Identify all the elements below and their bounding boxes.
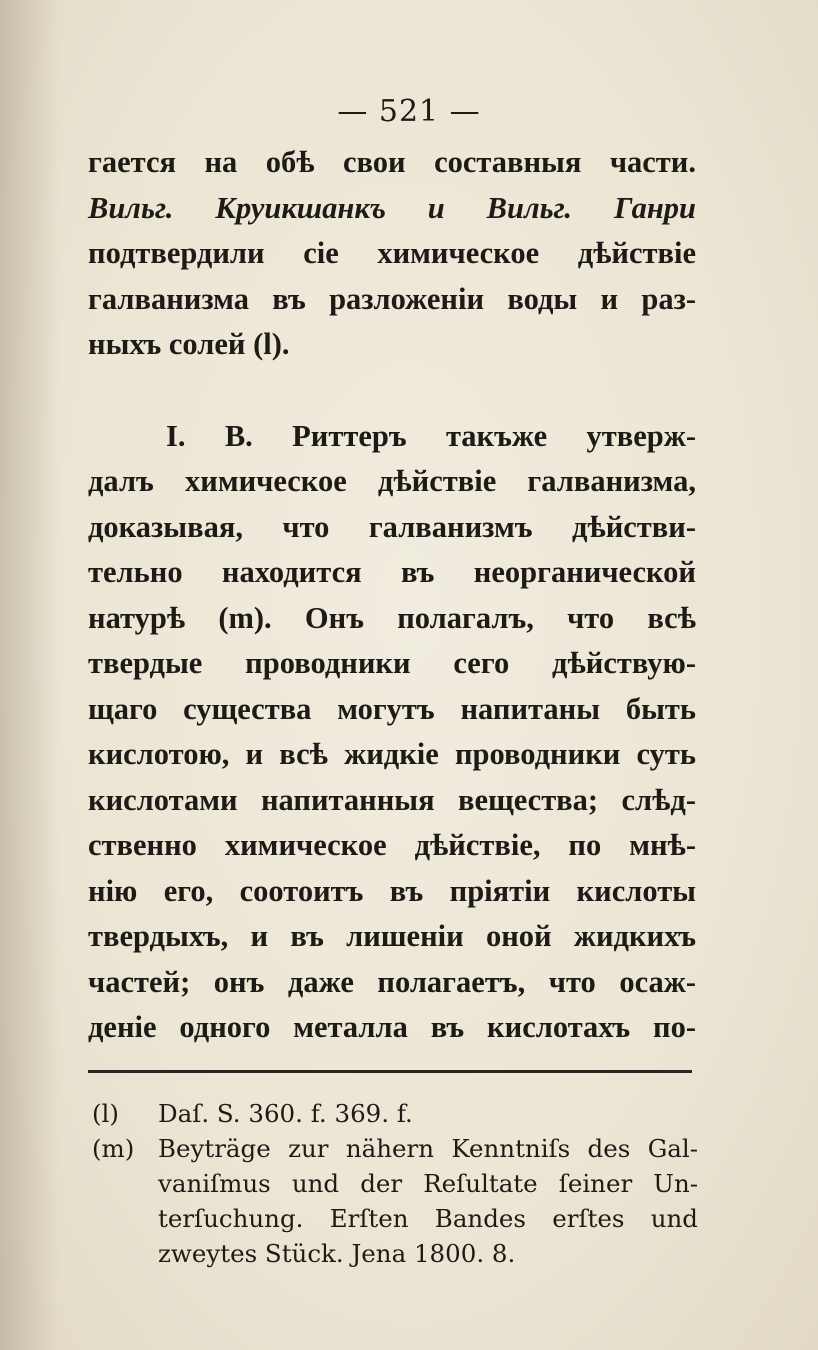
text-line: кислотою, и всѣ жидкіе проводники суть <box>88 737 696 771</box>
footnote-line: zweytes Stück. Jena 1800. 8. <box>158 1239 516 1268</box>
text-line: кислотами напитанныя вещества; слѣд- <box>88 782 696 817</box>
footnote-m <box>92 1131 698 1271</box>
text-line: ныхъ солей (l). <box>88 327 290 361</box>
text-line: твердые проводники сего дѣйствую- <box>88 646 696 680</box>
text-line: твердыхъ, и въ лишеніи оной жидкихъ <box>88 919 696 953</box>
footnote-line: vaniſmus und der Reſultate ſeiner Un- <box>158 1169 698 1198</box>
paragraph-gap <box>88 368 696 414</box>
text-line: I. B. Риттеръ такъже утверж- <box>166 418 696 453</box>
footnote-line: Daſ. S. 360. f. 369. f. <box>158 1099 413 1128</box>
footnote-text <box>158 1131 698 1271</box>
text-line: доказывая, что галванизмъ дѣйстви- <box>88 509 696 544</box>
main-text <box>88 140 696 1051</box>
footnote-line: Beyträge zur nähern Kenntniſs des Gal- <box>158 1134 698 1163</box>
footnote-l <box>92 1096 698 1131</box>
text-line: нію его, соотоитъ въ пріятіи кислоты <box>88 873 696 908</box>
footnote-rule <box>88 1070 692 1073</box>
page-number-header: — 521 — <box>337 94 481 129</box>
text-line: ственно химическое дѣйствіе, по мнѣ- <box>88 828 696 862</box>
text-line: гается на обѣ свои составныя части. <box>88 145 696 179</box>
text-line: галванизма въ разложеніи воды и раз- <box>88 281 696 316</box>
text-line: Вильг. Круикшанкъ и Вильг. Ганри <box>88 190 696 225</box>
footnote-line: terſuchung. Erſten Bandes erſtes und <box>158 1204 698 1233</box>
text-line: далъ химическое дѣйствіе галванизма, <box>88 464 696 498</box>
text-line: натурѣ (m). Онъ полагалъ, что всѣ <box>88 600 696 635</box>
text-line: тельно находится въ неорганической <box>88 555 696 589</box>
footnote-mark: (l) <box>92 1099 119 1128</box>
text-line: деніе одного металла въ кислотахъ по- <box>88 1010 696 1044</box>
gutter-shadow <box>0 0 60 1350</box>
footnote-text <box>158 1096 698 1131</box>
text-line: частей; онъ даже полагаетъ, что осаж- <box>88 964 696 999</box>
footnote-mark: (m) <box>92 1134 135 1163</box>
text-line: щаго существа могутъ напитаны быть <box>88 691 696 726</box>
footnotes <box>92 1096 698 1271</box>
text-line: подтвердили сіе химическое дѣйствіе <box>88 236 696 270</box>
